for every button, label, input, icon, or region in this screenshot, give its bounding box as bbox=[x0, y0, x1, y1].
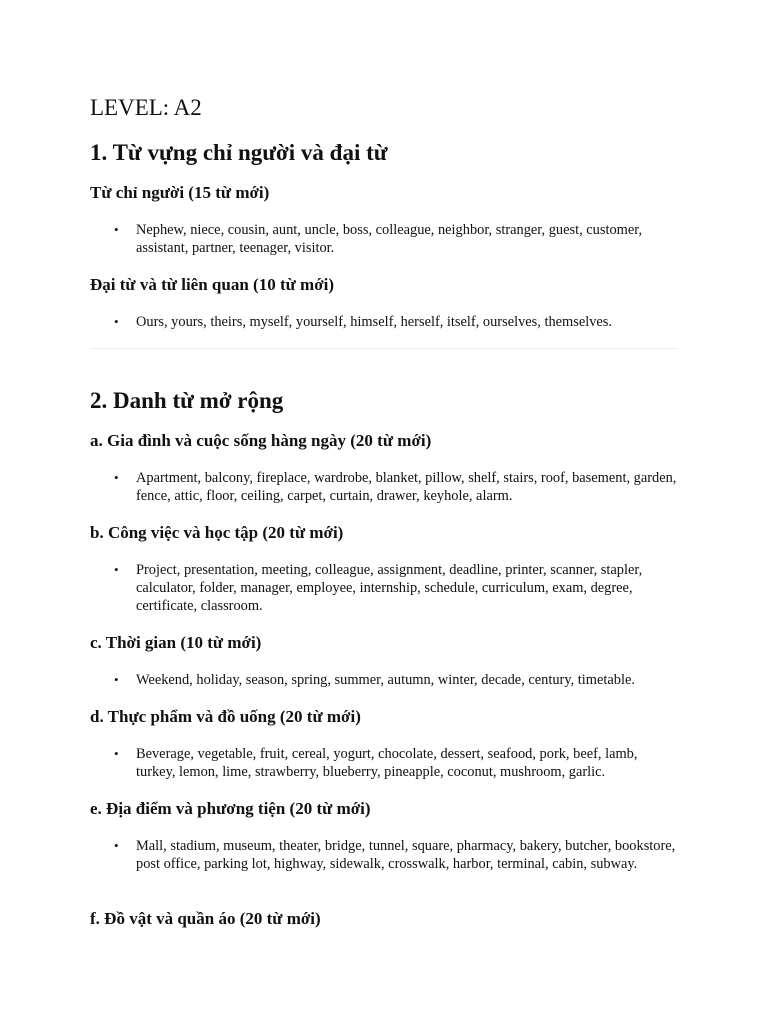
level-title: LEVEL: A2 bbox=[90, 95, 202, 120]
section-divider bbox=[90, 348, 678, 349]
subsection-heading-family-daily-life: a. Gia đình và cuộc sống hàng ngày (20 từ mới) bbox=[90, 431, 432, 450]
list-item-food-drink: • Beverage, vegetable, fruit, cereal, yogurt, chocolate, dessert, seafood, pork, beef, lamb, turkey, lemon, lime, strawberry, blueberry, pineapple, coconut, mushroom, garlic. bbox=[136, 745, 678, 781]
subsection-heading-time: c. Thời gian (10 từ mới) bbox=[90, 633, 262, 652]
subsection-heading-food-drink: d. Thực phẩm và đồ uống (20 từ mới) bbox=[90, 707, 361, 726]
section-heading-people-pronouns: 1. Từ vựng chỉ người và đại từ bbox=[90, 140, 388, 165]
list-item-people-words: • Nephew, niece, cousin, aunt, uncle, boss, colleague, neighbor, stranger, guest, customer, assistant, partner, teenager, visitor. bbox=[136, 221, 678, 257]
subsection-heading-places-transport: e. Địa điểm và phương tiện (20 từ mới) bbox=[90, 799, 371, 818]
list-item-work-study: • Project, presentation, meeting, colleague, assignment, deadline, printer, scanner, stapler, calculator, folder, manager, employee, internship, schedule, curriculum, exam, degree, certificate, classroom. bbox=[136, 561, 678, 615]
list-item-pronouns: • Ours, yours, theirs, myself, yourself, himself, herself, itself, ourselves, themselves. bbox=[136, 313, 678, 331]
section-heading-nouns: 2. Danh từ mở rộng bbox=[90, 388, 284, 413]
subsection-heading-objects-clothes: f. Đồ vật và quần áo (20 từ mới) bbox=[90, 909, 321, 928]
list-item-family-daily-life: • Apartment, balcony, fireplace, wardrobe, blanket, pillow, shelf, stairs, roof, basement, garden, fence, attic, floor, ceiling, carpet, curtain, drawer, keyhole, alarm. bbox=[136, 469, 678, 505]
subsection-heading-pronouns: Đại từ và từ liên quan (10 từ mới) bbox=[90, 275, 335, 294]
list-item-time: • Weekend, holiday, season, spring, summer, autumn, winter, decade, century, timetable. bbox=[136, 671, 678, 689]
subsection-heading-people-words: Từ chỉ người (15 từ mới) bbox=[90, 183, 270, 202]
subsection-heading-work-study: b. Công việc và học tập (20 từ mới) bbox=[90, 523, 344, 542]
list-item-places-transport: • Mall, stadium, museum, theater, bridge, tunnel, square, pharmacy, bakery, butcher, bookstore, post office, parking lot, highway, sidewalk, crosswalk, harbor, terminal, cabin, subway. bbox=[136, 837, 678, 873]
